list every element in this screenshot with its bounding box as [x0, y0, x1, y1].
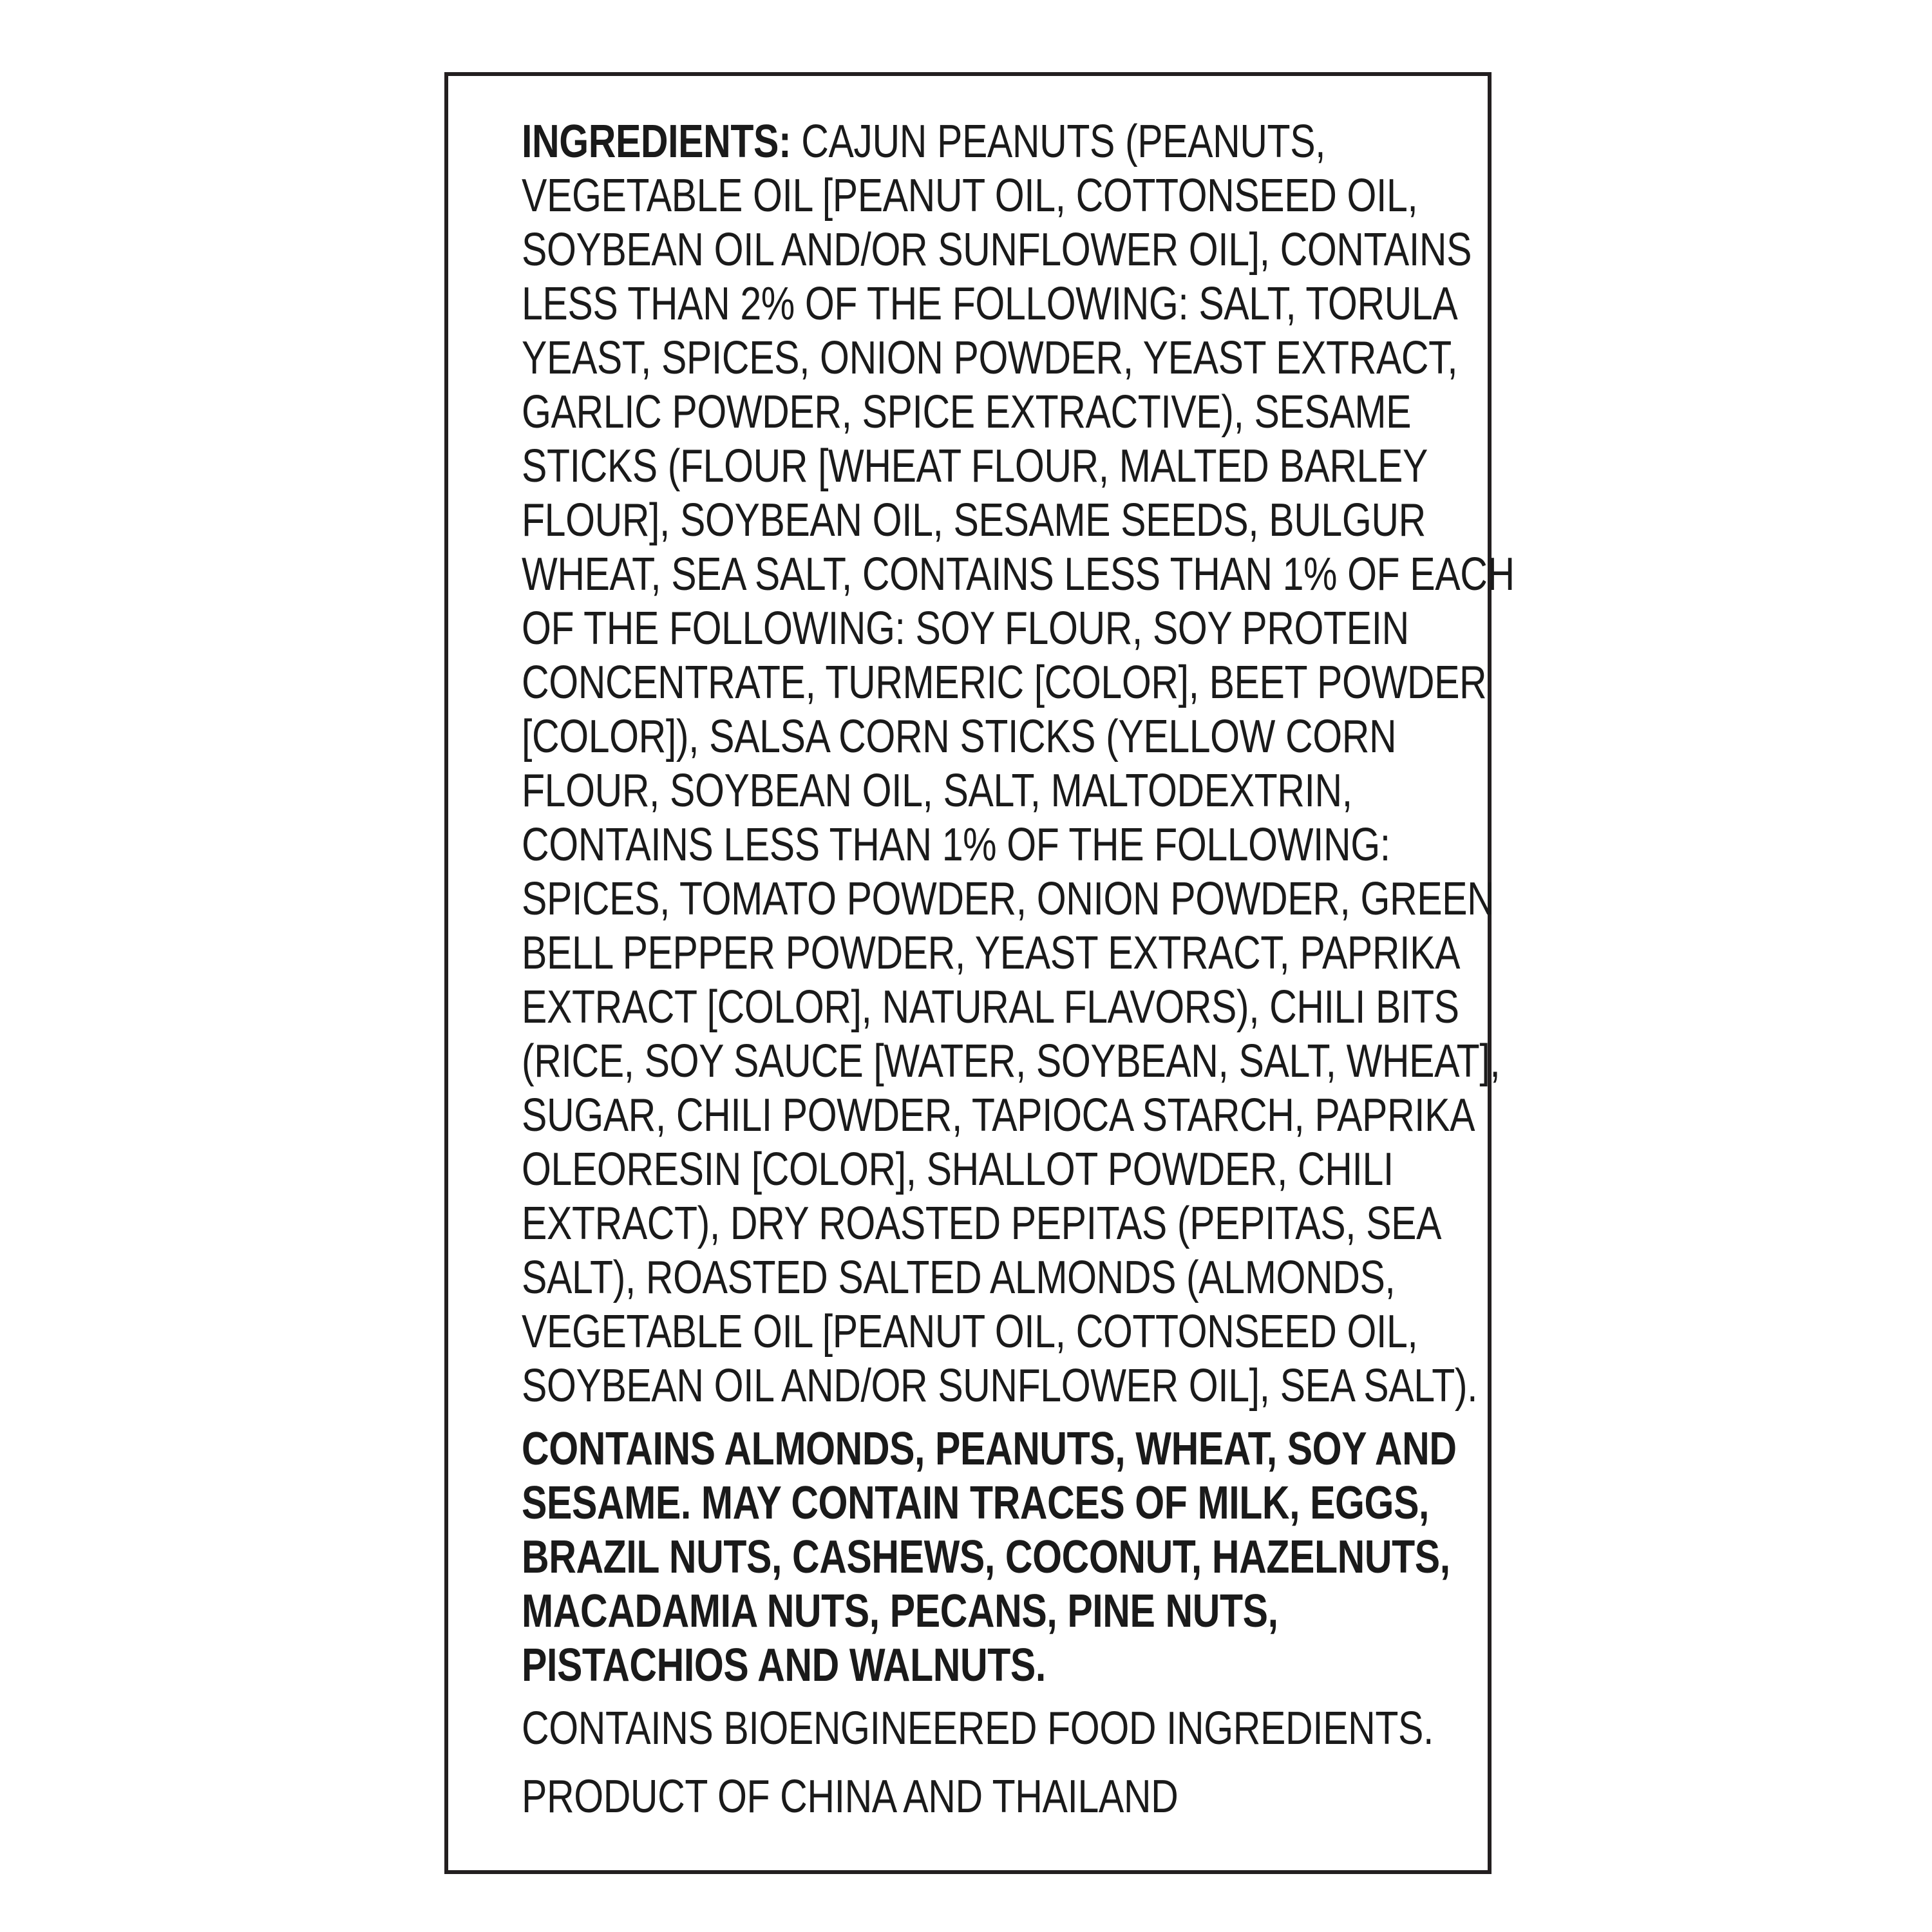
ingredients-line: SOYBEAN OIL AND/OR SUNFLOWER OIL], SEA SALT).	[522, 1360, 1478, 1412]
ingredients-line: STICKS (FLOUR [WHEAT FLOUR, MALTED BARLEY	[522, 440, 1428, 492]
ingredients-line: SALT), ROASTED SALTED ALMONDS (ALMONDS,	[522, 1252, 1396, 1303]
ingredients-line: YEAST, SPICES, ONION POWDER, YEAST EXTRACT,	[522, 332, 1458, 384]
allergen-line: BRAZIL NUTS, CASHEWS, COCONUT, HAZELNUTS,	[522, 1531, 1450, 1583]
ingredients-heading: INGREDIENTS:	[522, 116, 791, 167]
ingredients-line: VEGETABLE OIL [PEANUT OIL, COTTONSEED OIL,	[522, 170, 1418, 222]
ingredients-line: OLEORESIN [COLOR], SHALLOT POWDER, CHILI	[522, 1144, 1394, 1195]
ingredients-line: FLOUR], SOYBEAN OIL, SESAME SEEDS, BULGUR	[522, 495, 1426, 546]
ingredients-line: SUGAR, CHILI POWDER, TAPIOCA STARCH, PAPRIKA	[522, 1090, 1475, 1141]
ingredients-panel	[444, 72, 1515, 1874]
ingredients-line: GARLIC POWDER, SPICE EXTRACTIVE), SESAME	[522, 386, 1412, 438]
allergen-statement	[522, 1422, 1457, 1692]
allergen-line: SESAME. MAY CONTAIN TRACES OF MILK, EGGS,	[522, 1477, 1430, 1529]
ingredients-line: FLOUR, SOYBEAN OIL, SALT, MALTODEXTRIN,	[522, 765, 1352, 817]
ingredients-line: LESS THAN 2% OF THE FOLLOWING: SALT, TORULA	[522, 278, 1458, 330]
ingredients-line: [COLOR]), SALSA CORN STICKS (YELLOW CORN	[522, 711, 1397, 762]
ingredients-line: SOYBEAN OIL AND/OR SUNFLOWER OIL], CONTAINS	[522, 224, 1472, 276]
label-notes	[522, 1701, 1443, 1824]
ingredients-line: CONCENTRATE, TURMERIC [COLOR], BEET POWDER	[522, 657, 1487, 708]
ingredients-line-text: CAJUN PEANUTS (PEANUTS,	[791, 116, 1326, 167]
ingredients-line: VEGETABLE OIL [PEANUT OIL, COTTONSEED OIL,	[522, 1306, 1418, 1358]
origin-note: PRODUCT OF CHINA AND THAILAND	[522, 1771, 1179, 1823]
ingredients-line: CONTAINS LESS THAN 1% OF THE FOLLOWING:	[522, 819, 1390, 871]
ingredients-line: SPICES, TOMATO POWDER, ONION POWDER, GREEN	[522, 873, 1495, 925]
bioengineered-note: CONTAINS BIOENGINEERED FOOD INGREDIENTS.	[522, 1703, 1434, 1754]
ingredients-line: EXTRACT [COLOR], NATURAL FLAVORS), CHILI BITS	[522, 981, 1459, 1033]
ingredients-line: EXTRACT), DRY ROASTED PEPITAS (PEPITAS, SEA	[522, 1198, 1442, 1249]
ingredients-line: BELL PEPPER POWDER, YEAST EXTRACT, PAPRIKA	[522, 927, 1461, 979]
allergen-line: MACADAMIA NUTS, PECANS, PINE NUTS,	[522, 1586, 1278, 1637]
ingredients-line: (RICE, SOY SAUCE [WATER, SOYBEAN, SALT, WHEAT],	[522, 1036, 1501, 1087]
ingredients-line: OF THE FOLLOWING: SOY FLOUR, SOY PROTEIN	[522, 603, 1409, 654]
label-content	[522, 115, 1515, 1824]
ingredients-list	[522, 115, 1515, 1413]
allergen-line: PISTACHIOS AND WALNUTS.	[522, 1640, 1046, 1691]
ingredients-line: WHEAT, SEA SALT, CONTAINS LESS THAN 1% OF EACH	[522, 549, 1515, 600]
ingredients-line	[522, 115, 1443, 169]
allergen-line: CONTAINS ALMONDS, PEANUTS, WHEAT, SOY AND	[522, 1423, 1457, 1475]
